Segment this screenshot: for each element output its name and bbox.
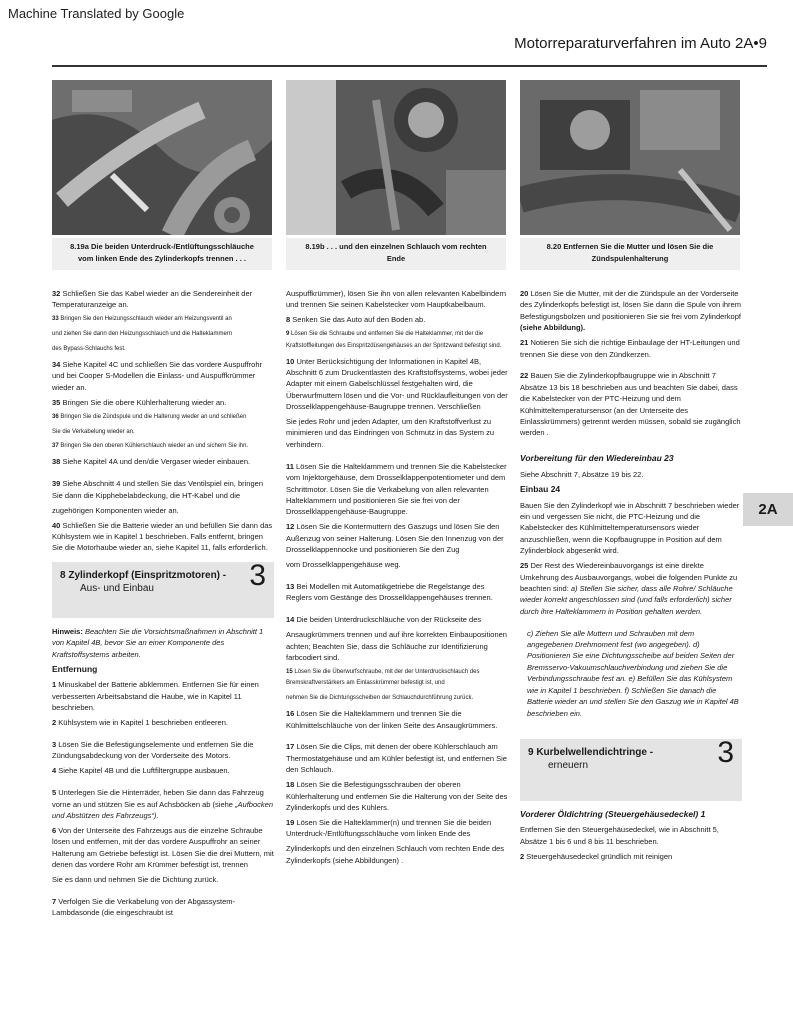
paragraph: 25 Der Rest des Wiedereinbauvorgangs ist eine direkte Umkehrung des Ausbauvorgangs, wobei die folgenden Punkte zu beachten sind: a) Stellen Sie sicher, dass alle Rohre/ Schläuche wieder korrekt angeschlossen sind (und falls erforderlich) sicher durch ihre Halteklammern in Position gehalten werden.	[520, 561, 738, 616]
subheading-front-seal: Vorderer Öldichtring (Steuergehäusedeckel) 1	[520, 808, 706, 819]
section-title: 8 Zylinderkopf (Einspritzmotoren) -	[60, 569, 227, 581]
paragraph: 19 Lösen Sie die Halteklammer(n) und trennen Sie die beiden Unterdruck-/Entlüftungsschläuche vom linken Ende des	[286, 817, 492, 839]
paragraph: Sie jedes Rohr und jeden Adapter, um den Kraftstoffverlust zu minimieren und das Eindringen von Schmutz in das System zu verhindern.	[286, 417, 495, 449]
paragraph: vom Drosselklappengehäuse weg.	[286, 560, 401, 570]
section-8-box	[52, 558, 274, 618]
paragraph: 5 Unterlegen Sie die Hinterräder, heben Sie dann das Fahrzeug vorne an und stützen Sie es auf Achsböcken ab (siehe „Aufbocken und Abstützen des Fahrzeugs“).	[52, 788, 273, 820]
caption-line: vom linken Ende des Zylinderkopfs trennen . . .	[78, 254, 246, 263]
paragraph: 40 Schließen Sie die Batterie wieder an und befüllen Sie dann das Kühlsystem wie in Kapitel 1 beschrieben. Falls entfernt, bringen Sie die Motorhaube wieder an, siehe Kapitel 11, falls erforderlich.	[52, 520, 273, 553]
header-rule	[52, 65, 767, 67]
paragraph: zugehörigen Komponenten wieder an.	[52, 505, 179, 515]
caption-line: 8.19b . . . und den einzelnen Schlauch vom rechten	[305, 242, 487, 251]
paragraph: Sie die Verkabelung wieder an.	[52, 428, 135, 435]
subheading-preparation: Vorbereitung für den Wiedereinbau 23	[520, 453, 674, 464]
paragraph: 32 Schließen Sie das Kabel wieder an die Sendereinheit der Temperaturanzeige an.	[52, 289, 253, 310]
text-column-middle	[286, 288, 508, 869]
paragraph: 2 Kühlsystem wie in Kapitel 1 beschrieben entleeren.	[52, 718, 228, 728]
section-subtitle: erneuern	[548, 760, 589, 772]
chapter-tab: 2A	[743, 493, 793, 526]
photo-8-19a	[52, 80, 272, 235]
photo-8-20	[520, 80, 740, 235]
paragraph: Entfernen Sie den Steuergehäusedeckel, wie in Abschnitt 5, Absätze 1 bis 6 und 8 bis 11 beschrieben.	[520, 825, 719, 846]
paragraph: 1 Minuskabel der Batterie abklemmen. Entfernen Sie für einen verbesserten Arbeitsabstand die Haube, wie in Kapitel 11 beschrieben.	[52, 680, 259, 713]
paragraph: 6 Von der Unterseite des Fahrzeugs aus die einzelne Schraube lösen und entfernen, mit der das vordere Auspuffrohr an seiner Halterung am Getriebe befestigt ist. Lösen Sie die drei Muttern, mit denen das vordere Rohr am Krümmer befestigt ist, trennen	[52, 825, 274, 870]
subheading-removal: Entfernung	[52, 663, 98, 674]
caption-line: Zündspulenhalterung	[591, 254, 669, 263]
paragraph: 35 Bringen Sie die obere Kühlerhalterung wieder an.	[52, 397, 227, 407]
paragraph: 15 Lösen Sie die Überwurfschraube, mit der der Unterdruckschlauch des Bremskraftverstärkers am Einlasskrümmer befestigt ist, und	[286, 668, 480, 687]
paragraph: Bauen Sie den Zylinderkopf wie in Abschnitt 7 beschrieben wieder ein und vergessen Sie nicht, die PTC-Heizung und die Kabelstecker des Kühlmitteltemperatursensors wieder anzuschließen, wenn die Kopfbaugruppe in Position auf dem Zylinderblock abgesenkt wird.	[520, 500, 740, 556]
caption-line: 8.20 Entfernen Sie die Mutter und lösen Sie die	[546, 242, 714, 251]
caption-line: Ende	[386, 254, 406, 263]
paragraph: 39 Siehe Abschnitt 4 und stellen Sie das Ventilspiel ein, bringen Sie dann die Kipphebelabdeckung, die HT-Kabel und die	[52, 479, 263, 500]
paragraph: 3 Lösen Sie die Befestigungselemente und entfernen Sie die Zündungsabdeckung von der Vorderseite des Motors.	[52, 739, 254, 761]
paragraph: des Bypass-Schlauchs fest.	[52, 346, 126, 353]
caption-line: 8.19a Die beiden Unterdruck-/Entlüftungsschläuche	[70, 242, 254, 251]
paragraph: Zylinderkopfs und den einzelnen Schlauch vom rechten Ende des Zylinderkopfs (siehe Abbildungen) .	[286, 844, 505, 865]
page-header-title: Motorreparaturverfahren im Auto 2A•9	[514, 35, 767, 52]
paragraph: 18 Lösen Sie die Befestigungsschrauben der oberen Kühlerhalterung und entfernen Sie die Halterung von der Seite des Zylinderkopfs und des Kühlers.	[286, 780, 508, 812]
figure-caption-8-19b	[286, 238, 506, 270]
paragraph: Siehe Abschnitt 7, Absätze 19 bis 22.	[520, 469, 644, 479]
subheading-installation: Einbau 24	[520, 484, 561, 495]
paragraph: 9 Lösen Sie die Schraube und entfernen Sie die Halteklammer, mit der die Kraftstoffleitungen des Einspritzdüsengehäuses an der Spritzwand befestigt sind.	[286, 331, 502, 349]
paragraph: nehmen Sie die Dichtungsscheiben der Schlauchdurchführung zurück.	[286, 695, 474, 702]
paragraph: 2 Steuergehäusedeckel gründlich mit reinigen	[520, 851, 673, 861]
paragraph: c) Ziehen Sie alle Muttern und Schrauben mit dem angegebenen Drehmoment fest (wo angegeben). d) Positionieren Sie eine Dichtungsscheibe auf beiden Seiten der Bremsservo-Vakuumschlauchverbindung und ziehen Sie die Verbindungsschraube fest an. e) Befüllen Sie das Kühlsystem wie in Kapitel 1 beschrieben. f) Schließen Sie danach die Batterie wieder an und stellen Sie den Gaszug wie in Kapitel 4B beschrieben ein.	[527, 628, 739, 718]
paragraph: 20 Lösen Sie die Mutter, mit der die Zündspule an der Vorderseite des Zylinderkopfs befestigt ist, lösen Sie dann die Spule von ihrem Befestigungsbolzen und positionieren Sie sie frei vom Zylinderkopf (siehe Abbildung).	[520, 289, 741, 333]
paragraph: Sie es dann und nehmen Sie die Dichtung zurück.	[52, 875, 219, 885]
paragraph: 14 Die beiden Unterdruckschläuche von der Rückseite des	[286, 615, 482, 625]
paragraph: 16 Lösen Sie die Halteklammern und trennen Sie die Kühlmittelschläuche von der linken Seite des Ansaugkrümmers.	[286, 709, 498, 730]
text-column-left	[52, 288, 274, 922]
section-title: 9 Kurbelwellendichtringe -	[528, 746, 654, 758]
paragraph: 4 Siehe Kapitel 4B und die Luftfiltergruppe ausbauen.	[52, 766, 230, 776]
paragraph: und ziehen Sie dann den Heizungsschlauch und die Halteklammern	[52, 331, 233, 338]
paragraph: 37 Bringen Sie den oberen Kühlerschlauch wieder an und sichern Sie ihn.	[52, 443, 249, 450]
text-column-right	[520, 288, 742, 866]
paragraph: 7 Verfolgen Sie die Verkabelung von der Abgassystem-Lambdasonde (die eingeschraubt ist	[52, 896, 236, 918]
difficulty-rating: 3	[249, 558, 266, 592]
hint-note: Hinweis: Beachten Sie die Vorsichtsmaßnahmen in Abschnitt 1 von Kapitel 4B, bevor Sie an einer Komponente des Kraftstoffsystems arbeiten.	[52, 626, 264, 659]
section-subtitle: Aus- und Einbau	[80, 583, 154, 595]
paragraph: 38 Siehe Kapitel 4A und den/die Vergaser wieder einbauen.	[52, 457, 251, 467]
paragraph: Ansaugkrümmers trennen und auf ihre korrekten Einbaupositionen achten; Beachten Sie, dass die Schläuche zur Identifizierung farbcodiert sind.	[286, 630, 507, 662]
photo-8-19b	[286, 80, 506, 235]
machine-translated-label: Machine Translated by Google	[8, 6, 185, 21]
section-9-box	[520, 735, 742, 801]
paragraph: Auspuffkrümmer), lösen Sie ihn von allen relevanten Kabelbindern und trennen Sie seinen Kabelstecker vom Hauptkabelbaum.	[286, 289, 506, 310]
paragraph: 10 Unter Berücksichtigung der Informationen in Kapitel 4B, Abschnitt 6 zum Druckentlasten des Kraftstoffsystems, wobei jeder Adapter mit einem Gabelschlüssel festgehalten wird, die Überwurfmuttern lösen und die Vor- und Rücklaufleitungen von der Drosselklappengehäuse-Baugruppe trennen. Verschließen	[286, 356, 508, 412]
figure-caption-8-20	[520, 238, 740, 270]
paragraph: 12 Lösen Sie die Kontermuttern des Gaszugs und lösen Sie den Außenzug von seiner Halterung. Lösen Sie den Innenzug von der Drosselklappennocke und positionieren Sie den Zug	[286, 522, 504, 555]
difficulty-rating: 3	[717, 735, 734, 769]
paragraph: 8 Senken Sie das Auto auf den Boden ab.	[286, 315, 426, 325]
paragraph: 17 Lösen Sie die Clips, mit denen der obere Kühlerschlauch am Thermostatgehäuse und am Kühler befestigt ist, und entfernen Sie den Schlauch.	[286, 742, 507, 775]
paragraph: 22 Bauen Sie die Zylinderkopfbaugruppe wie in Abschnitt 7 Absätze 13 bis 18 beschrieben aus und beachten Sie dabei, dass die Kabelstecker von der PTC-Heizung und dem Kühlmitteltemperatursensor (an der Unterseite des Einlasskrümmers) getrennt werden müssen, sobald sie zugänglich werden .	[520, 371, 741, 438]
paragraph: 11 Lösen Sie die Halteklammern und trennen Sie die Kabelstecker vom Injektorgehäuse, dem Drosselklappenpotentiometer und dem Schrittmotor. Lösen Sie die Verkabelung von allen relevanten Halteklammern und positionieren Sie sie frei von der Drosselklappengehäuse-Baugruppe.	[286, 461, 507, 517]
figure-caption-8-19a	[52, 238, 272, 270]
paragraph: 21 Notieren Sie sich die richtige Einbaulage der HT-Leitungen und trennen Sie diese von den Zündkerzen.	[520, 338, 740, 359]
paragraph: 33 Bringen Sie den Heizungsschlauch wieder am Heizungsventil an	[52, 316, 232, 323]
paragraph: 34 Siehe Kapitel 4C und schließen Sie das vordere Auspuffrohr und bei Cooper S-Modellen die Einlass- und Auspuffkrümmer wieder an.	[52, 360, 263, 392]
paragraph: 13 Bei Modellen mit Automatikgetriebe die Regelstange des Reglers vom Gestänge des Drosselklappengehäuses trennen.	[286, 581, 493, 603]
paragraph: 36 Bringen Sie die Zündspule und die Halterung wieder an und schließen	[52, 413, 247, 420]
